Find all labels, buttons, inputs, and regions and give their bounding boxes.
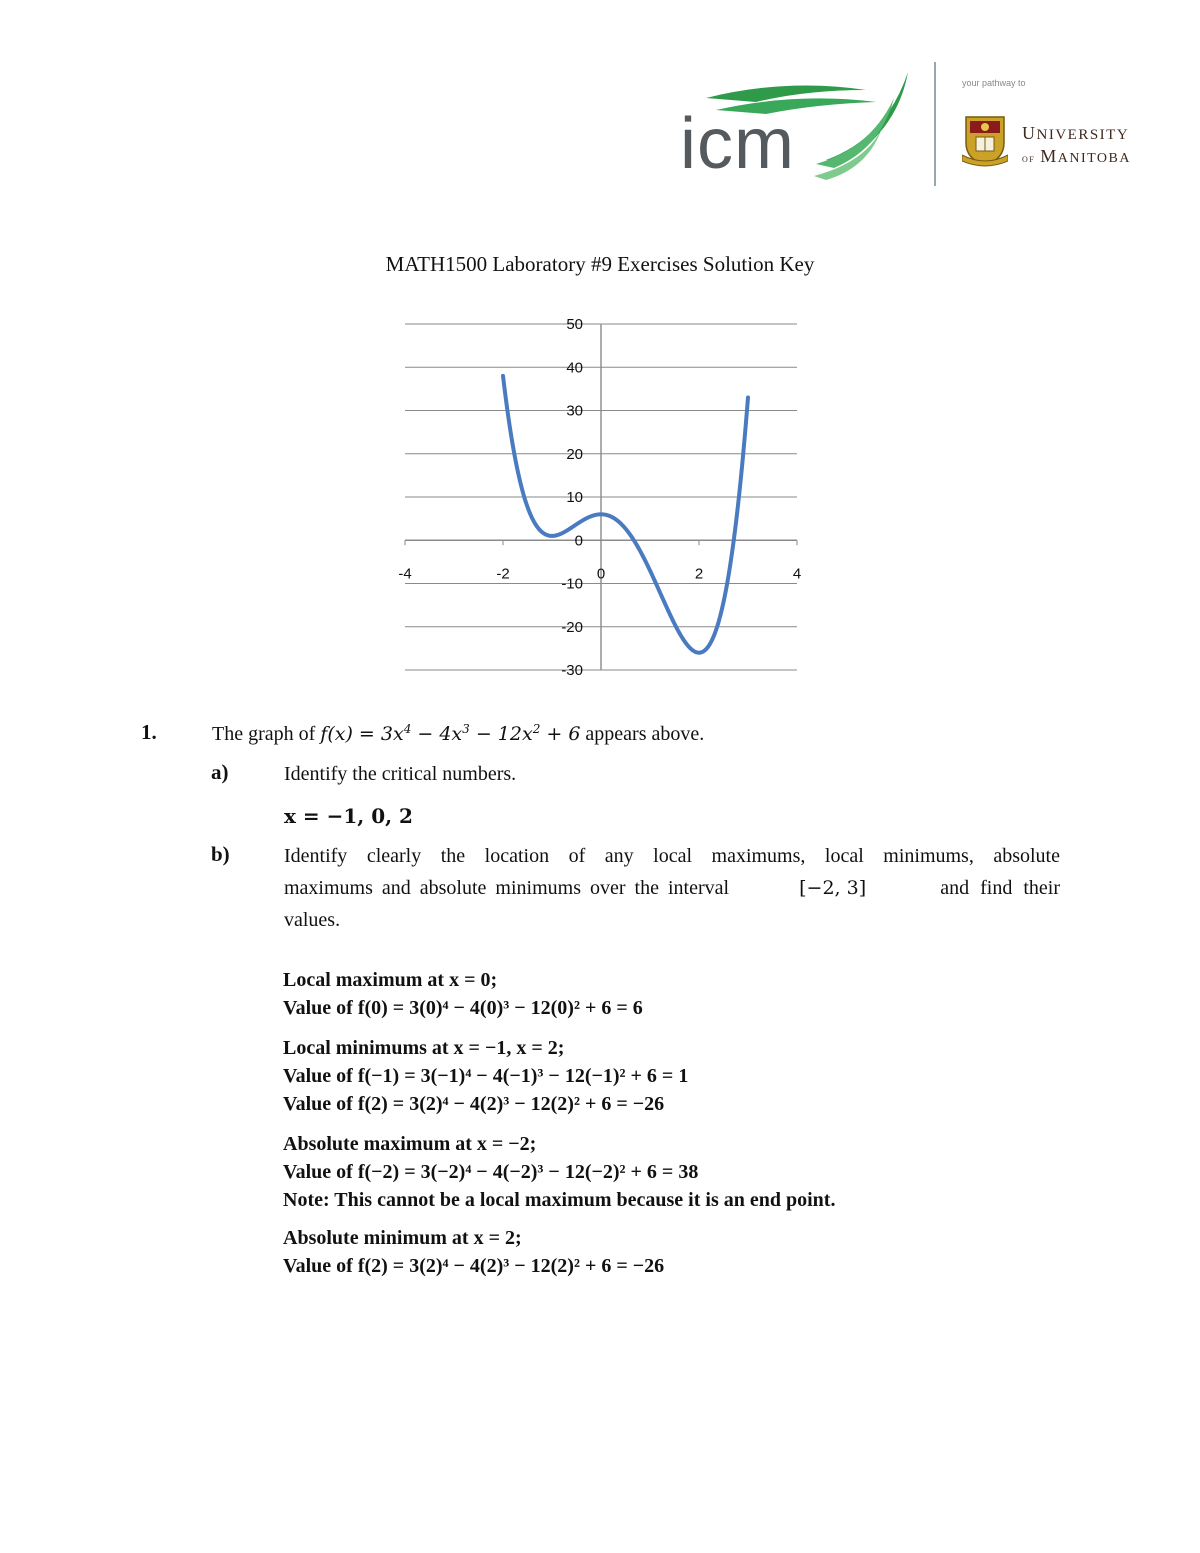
- abs-max-heading: Absolute maximum at x = −2;: [283, 1133, 537, 1155]
- y-tick-label: 0: [574, 532, 583, 550]
- function-graph: [380, 310, 820, 690]
- local-max-value: Value of f(0) = 3(0)⁴ − 4(0)³ − 12(0)² + 6 = 6: [283, 997, 643, 1019]
- local-max-heading: Local maximum at x = 0;: [283, 969, 498, 991]
- abs-max-value: Value of f(−2) = 3(−2)⁴ − 4(−2)³ − 12(−2)² + 6 = 38: [283, 1161, 699, 1183]
- part-b-text-line1: Identify clearly the location of any local maximums, local minimums, absolute: [284, 845, 1060, 867]
- abs-min-heading: Absolute minimum at x = 2;: [283, 1227, 522, 1249]
- y-tick-label: -20: [561, 618, 583, 636]
- page-header: [0, 0, 1200, 200]
- x-tick-label: -2: [496, 565, 510, 583]
- local-min-value-2: Value of f(2) = 3(2)⁴ − 4(2)³ − 12(2)² + 6 = −26: [283, 1093, 665, 1115]
- part-a-text: Identify the critical numbers.: [284, 763, 517, 785]
- part-b-text-line3: values.: [284, 909, 341, 931]
- question-statement: The graph of $f(x) = 3x^4 - 4x^3 - 12x^2 + 6$ appears above.: [212, 722, 705, 745]
- answer-abs-min: [283, 1224, 664, 1280]
- y-tick-label: 30: [566, 402, 583, 420]
- y-tick-label: -30: [561, 662, 583, 679]
- local-min-value-1: Value of f(−1) = 3(−1)⁴ − 4(−1)³ − 12(−1)² + 6 = 1: [283, 1065, 689, 1087]
- header-divider: [934, 62, 936, 186]
- y-tick-label: 10: [566, 489, 583, 506]
- document-title: MATH1500 Laboratory #9 Exercises Solution Key: [385, 252, 815, 276]
- university-crest-icon: [962, 113, 1008, 167]
- x-tick-label: 4: [792, 565, 802, 583]
- x-tick-label: 2: [694, 565, 704, 583]
- y-tick-label: -10: [561, 575, 583, 593]
- local-min-heading: Local minimums at x = −1, x = 2;: [283, 1037, 565, 1059]
- y-tick-label: 50: [566, 316, 583, 333]
- abs-min-value: Value of f(2) = 3(2)⁴ − 4(2)³ − 12(2)² + 6 = −26: [283, 1255, 665, 1277]
- question-number: 1.: [141, 720, 157, 744]
- y-tick-label: 40: [566, 359, 583, 377]
- function-curve: [503, 376, 748, 653]
- answer-local-max: [283, 966, 643, 1022]
- y-tick-label: 20: [566, 445, 583, 463]
- pathway-text: your pathway to: [962, 78, 1026, 88]
- x-tick-label: -4: [398, 565, 412, 583]
- answer-local-min: [283, 1034, 688, 1118]
- answer-abs-max: [283, 1130, 835, 1214]
- icm-logo-text: icm: [680, 104, 795, 184]
- abs-max-note: Note: This cannot be a local maximum because it is an end point.: [283, 1189, 836, 1211]
- part-b-label: b): [211, 842, 230, 866]
- part-a-label: a): [211, 760, 229, 784]
- university-name: UNIVERSITY of MANITOBA: [1022, 123, 1131, 166]
- part-a-answer: x = −1, 0, 2: [284, 804, 413, 828]
- part-b-text-line2: maximums and absolute minimums over the interval [−2, 3] and find their: [284, 877, 1060, 899]
- x-tick-label: 0: [596, 565, 606, 583]
